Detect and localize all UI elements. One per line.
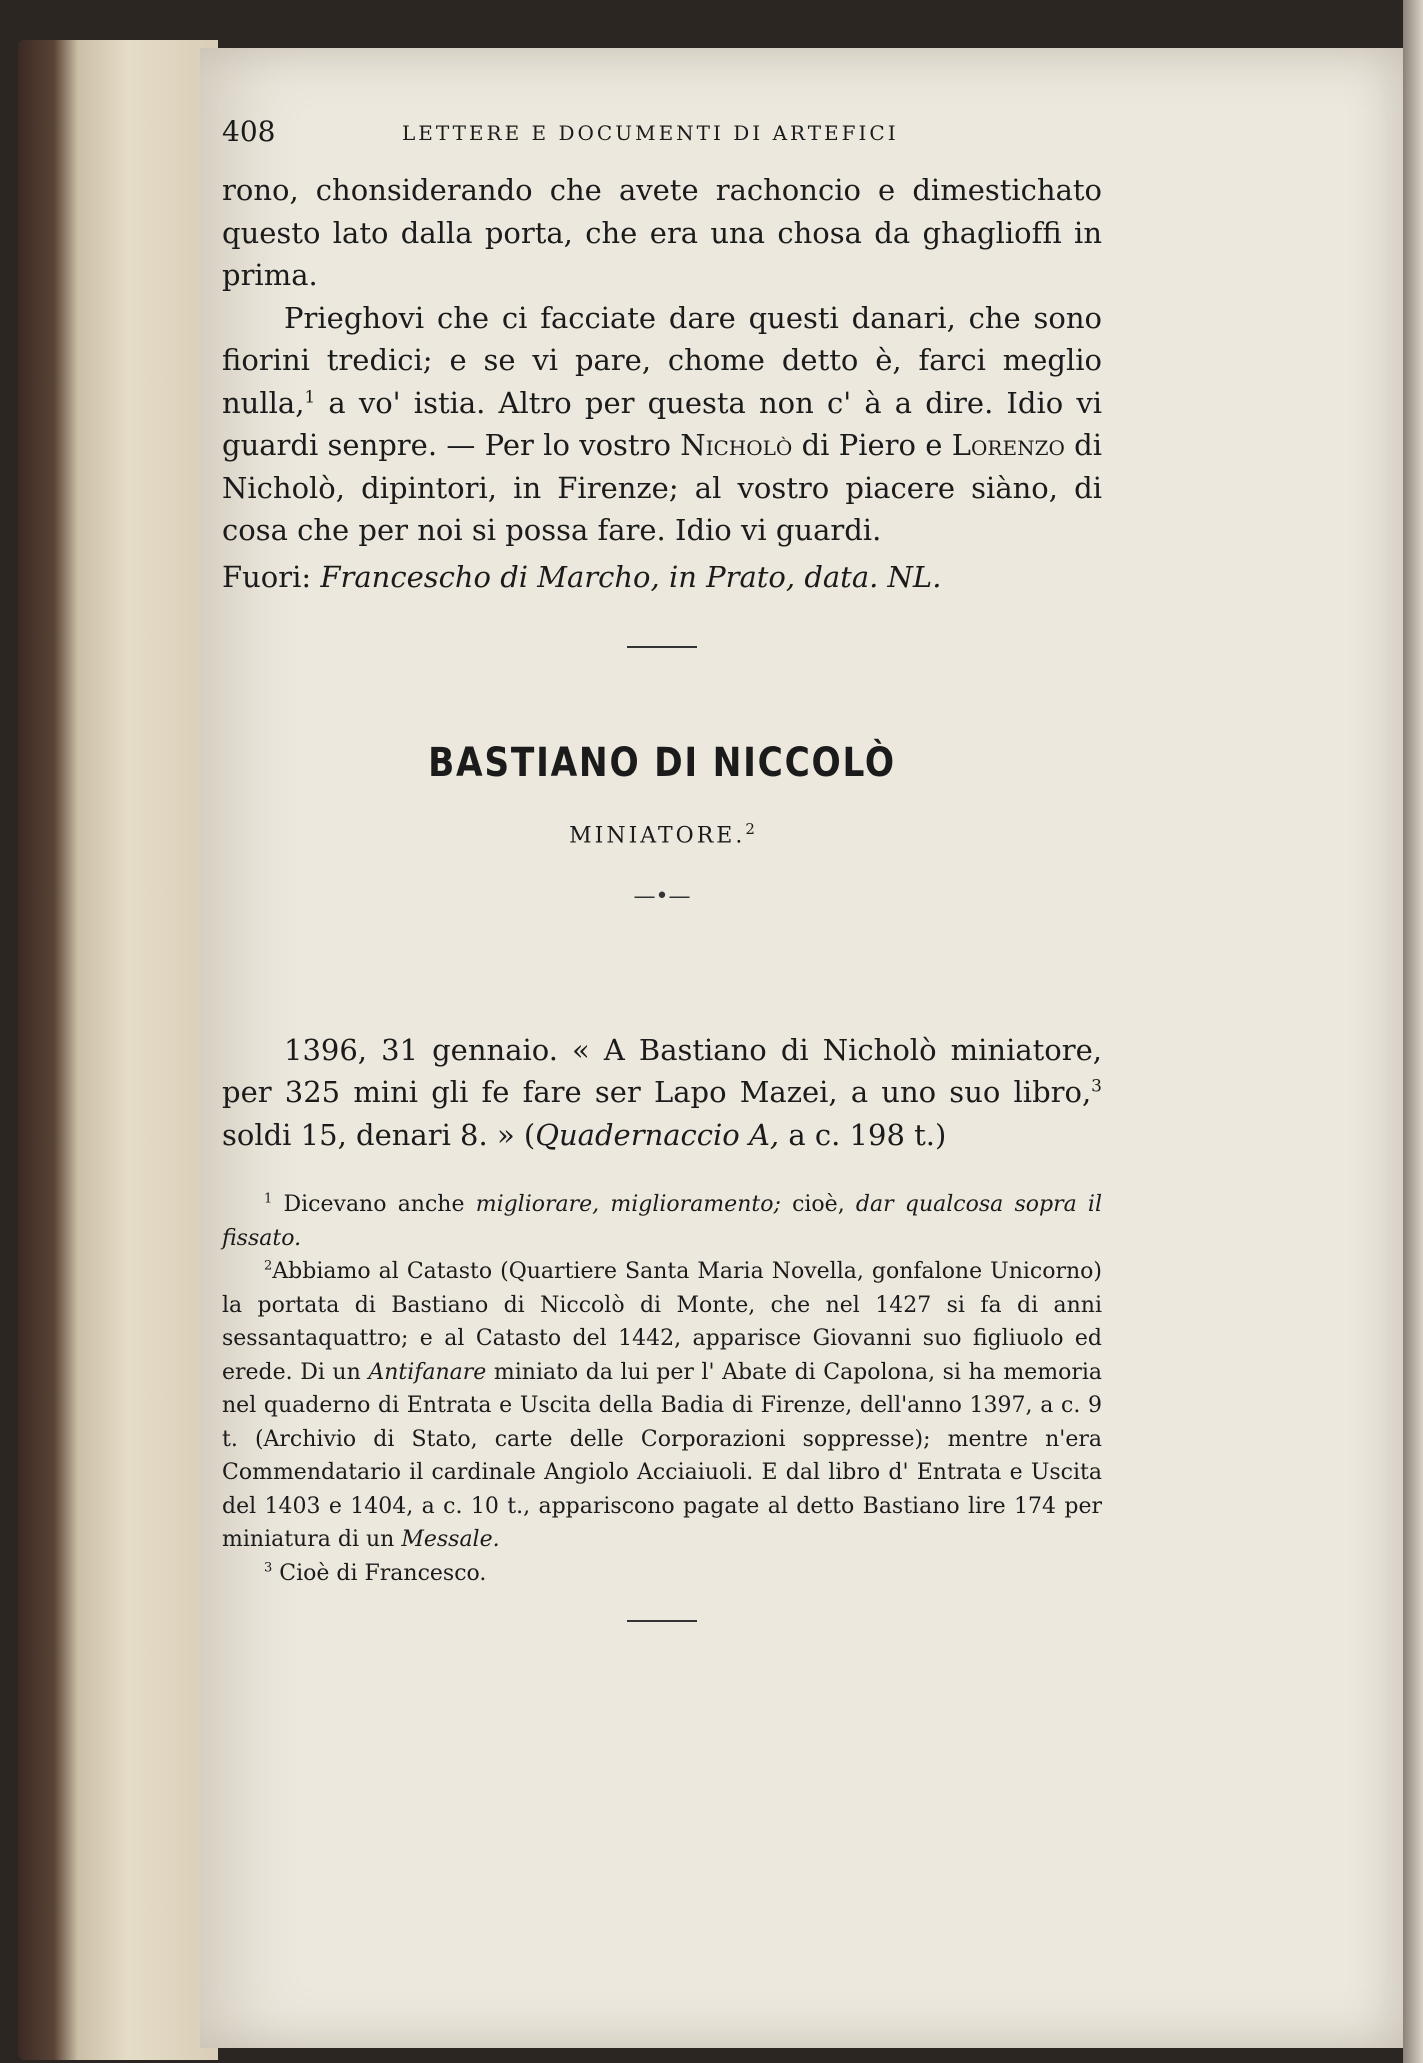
footnote-mark: 3: [264, 1560, 273, 1576]
running-head: [222, 115, 1102, 155]
footnote-ref-1: 1: [304, 386, 316, 407]
footnote-mark: 2: [264, 1259, 273, 1274]
entry-text: soldi 15, denari 8. » (: [222, 1117, 536, 1152]
footnote-text: Abbiamo al Catasto (Quartiere Santa Maria Novella, gonfalone Unicorno) la portata di Bastiano di Niccolò di Monte, che nel 1427 si fa di anni sessantaquattro; e al Catasto del 1442, apparisce Giovanni suo figliuolo ed erede. Di un: [222, 1259, 1102, 1385]
address-label: Fuori:: [222, 559, 321, 594]
footnote-italic: migliorare, miglioramento;: [475, 1192, 781, 1218]
footnote-1: [222, 1188, 1102, 1255]
footnote-italic: Messale.: [401, 1527, 500, 1553]
signatory-name: Lorenzo: [951, 428, 1065, 462]
next-page-edge: [1403, 0, 1423, 2063]
address-line: [222, 556, 1102, 598]
footnote-italic: Antifanare: [368, 1359, 487, 1385]
address-text: Francescho di Marcho, in Prato, data. NL.: [320, 559, 942, 594]
footnote-italic: dar qualcosa sopra il fissato.: [222, 1192, 1102, 1251]
footnote-text: miniato da lui per l' Abate di Capolona, si ha memoria nel quaderno di Entrata e Uscita della Badia di Firenze, dell'anno 1397, a c. 9 t. (Archivio di Stato, carte delle Corporazioni soppresse); mentre n'era Commendatario il cardinale Angiolo Acciaiuoli. E dal libro d' Entrata e Uscita del 1403 e 1404, a c. 10 t., appariscono pagate al detto Bastiano lire 174 per miniatura di un: [222, 1359, 1102, 1553]
letter-text: di Piero e: [792, 428, 952, 462]
letter-text: Prieghovi che ci facciate dare questi danari, che sono fiorini tredici; e se vi pare, chome detto è, farci meglio nulla,: [222, 300, 1102, 420]
footnote-text: Dicevano anche: [272, 1192, 476, 1218]
book-page-edges: [18, 40, 218, 2060]
letter-paragraph-1: rono, chonsiderando che avete rachoncio e dimestichato questo lato dalla porta, che era una chosa da ghagliofﬁ in prima.: [222, 173, 1102, 292]
section-title: BASTIANO DI NICCOLÒ: [428, 739, 896, 786]
entry-text: 1396, 31 gennaio. « A Bastiano di Nicholò miniatore, per 325 mini gli fe fare ser Lapo Mazei, a uno suo libro,: [222, 1032, 1102, 1110]
section-subtitle: [222, 820, 1102, 848]
letter-paragraph-2: [222, 297, 1102, 552]
page-content: [222, 115, 1102, 1622]
letter-text: di Nicholò, dipintori, in Firenze; al vostro piacere siàno, di cosa che per noi si possa fare. Idio vi guardi.: [222, 428, 1102, 547]
footnote-mark: 1: [264, 1192, 273, 1207]
footnote-2: [222, 1255, 1102, 1557]
section-subtitle-text: MINIATORE.: [569, 822, 746, 848]
footnotes: [222, 1188, 1102, 1590]
footnote-ref-2: 2: [745, 819, 755, 838]
document-entry: [222, 1029, 1102, 1157]
letter-text: a vo' istia. Altro per questa non c' à a dire. Idio vi guardi senpre. — Per lo vostro: [222, 385, 1102, 462]
footnote-ref-3: 3: [1091, 1076, 1102, 1097]
footnote-text: cioè,: [780, 1192, 856, 1218]
end-rule: [627, 1620, 697, 1622]
letter-body: [222, 169, 1102, 552]
entry-source: Quadernaccio A,: [535, 1117, 780, 1152]
footnote-3: [222, 1557, 1102, 1591]
section-divider: [627, 646, 697, 648]
running-title: LETTERE E DOCUMENTI DI ARTEFICI: [402, 121, 899, 145]
entry-text: a c. 198 t.): [779, 1117, 947, 1152]
entry-paragraph: [222, 1029, 1102, 1157]
footnote-text: Cioè di Francesco.: [272, 1560, 487, 1586]
ornament-divider: —•—: [633, 883, 691, 909]
signatory-name: Nicholò: [680, 428, 793, 462]
page-number: 408: [222, 115, 276, 148]
